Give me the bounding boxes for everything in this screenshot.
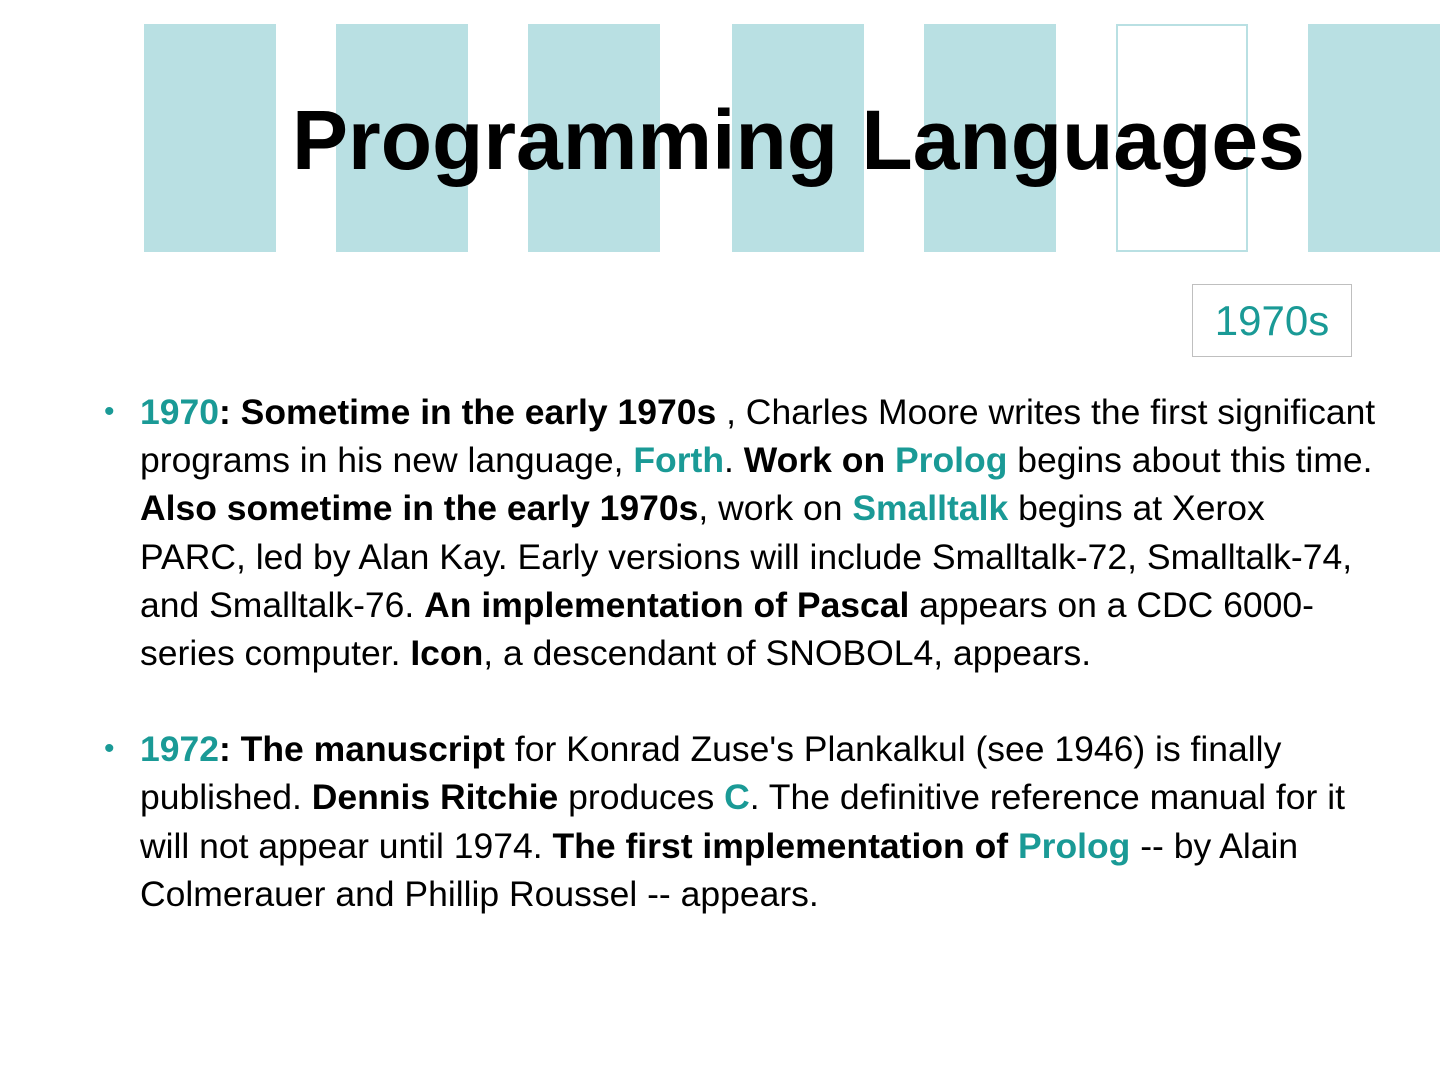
- bullet-text: , a descendant of SNOBOL4, appears.: [483, 633, 1092, 674]
- bullet-item-1970: [140, 388, 1380, 677]
- header-decor-bar: [144, 24, 276, 252]
- bullet-text: , work on: [698, 488, 853, 529]
- bullet-text: begins about this time.: [1007, 440, 1373, 481]
- language-name-prolog: Prolog: [895, 440, 1008, 481]
- bullet-text-bold: Also sometime in the early 1970s: [140, 488, 699, 529]
- bullet-item-1972: [140, 725, 1380, 918]
- bullet-text: . The definitive reference manual for it will not appear until 1974.: [140, 777, 1345, 866]
- bullet-text: produces: [558, 777, 725, 818]
- era-badge: 1970s: [1192, 284, 1352, 357]
- bullet-text: begins at Xerox PARC, led by Alan Kay. Early versions will include Smalltalk-72, Smalltalk-74, and Smalltalk-76.: [140, 488, 1353, 625]
- bullet-text: , Charles Moore writes the first significant programs in his new language,: [140, 392, 1376, 481]
- language-name-forth: Forth: [633, 440, 725, 481]
- header-decor-bar: [1308, 24, 1440, 252]
- bullet-year: 1970: [140, 392, 219, 432]
- bullet-text-bold: Work on: [743, 440, 895, 481]
- bullet-text-bold: An implementation of Pascal: [424, 584, 910, 625]
- bullet-text: appears on a CDC 6000-series computer.: [140, 584, 1314, 674]
- language-name-c: C: [724, 777, 750, 818]
- bullet-text: for Konrad Zuse's Plankalkul (see 1946) is finally published.: [140, 729, 1282, 818]
- bullet-text: .: [724, 440, 744, 481]
- slide-title: Programming Languages: [292, 93, 1305, 187]
- bullet-text-bold: : Sometime in the early 1970s: [218, 392, 717, 432]
- bullet-text: -- by Alain Colmerauer and Phillip Roussel -- appears.: [140, 825, 1299, 914]
- bullet-text-bold: Icon: [410, 633, 484, 674]
- bullet-text-bold: Dennis Ritchie: [311, 777, 559, 818]
- bullet-list: [140, 388, 1380, 966]
- language-name-prolog: Prolog: [1017, 825, 1131, 866]
- bullet-text-bold: The first implementation of: [552, 825, 1018, 866]
- bullet-text-bold: : The manuscript: [218, 729, 505, 770]
- language-name-smalltalk: Smalltalk: [852, 488, 1009, 529]
- bullet-year: 1972: [140, 729, 219, 770]
